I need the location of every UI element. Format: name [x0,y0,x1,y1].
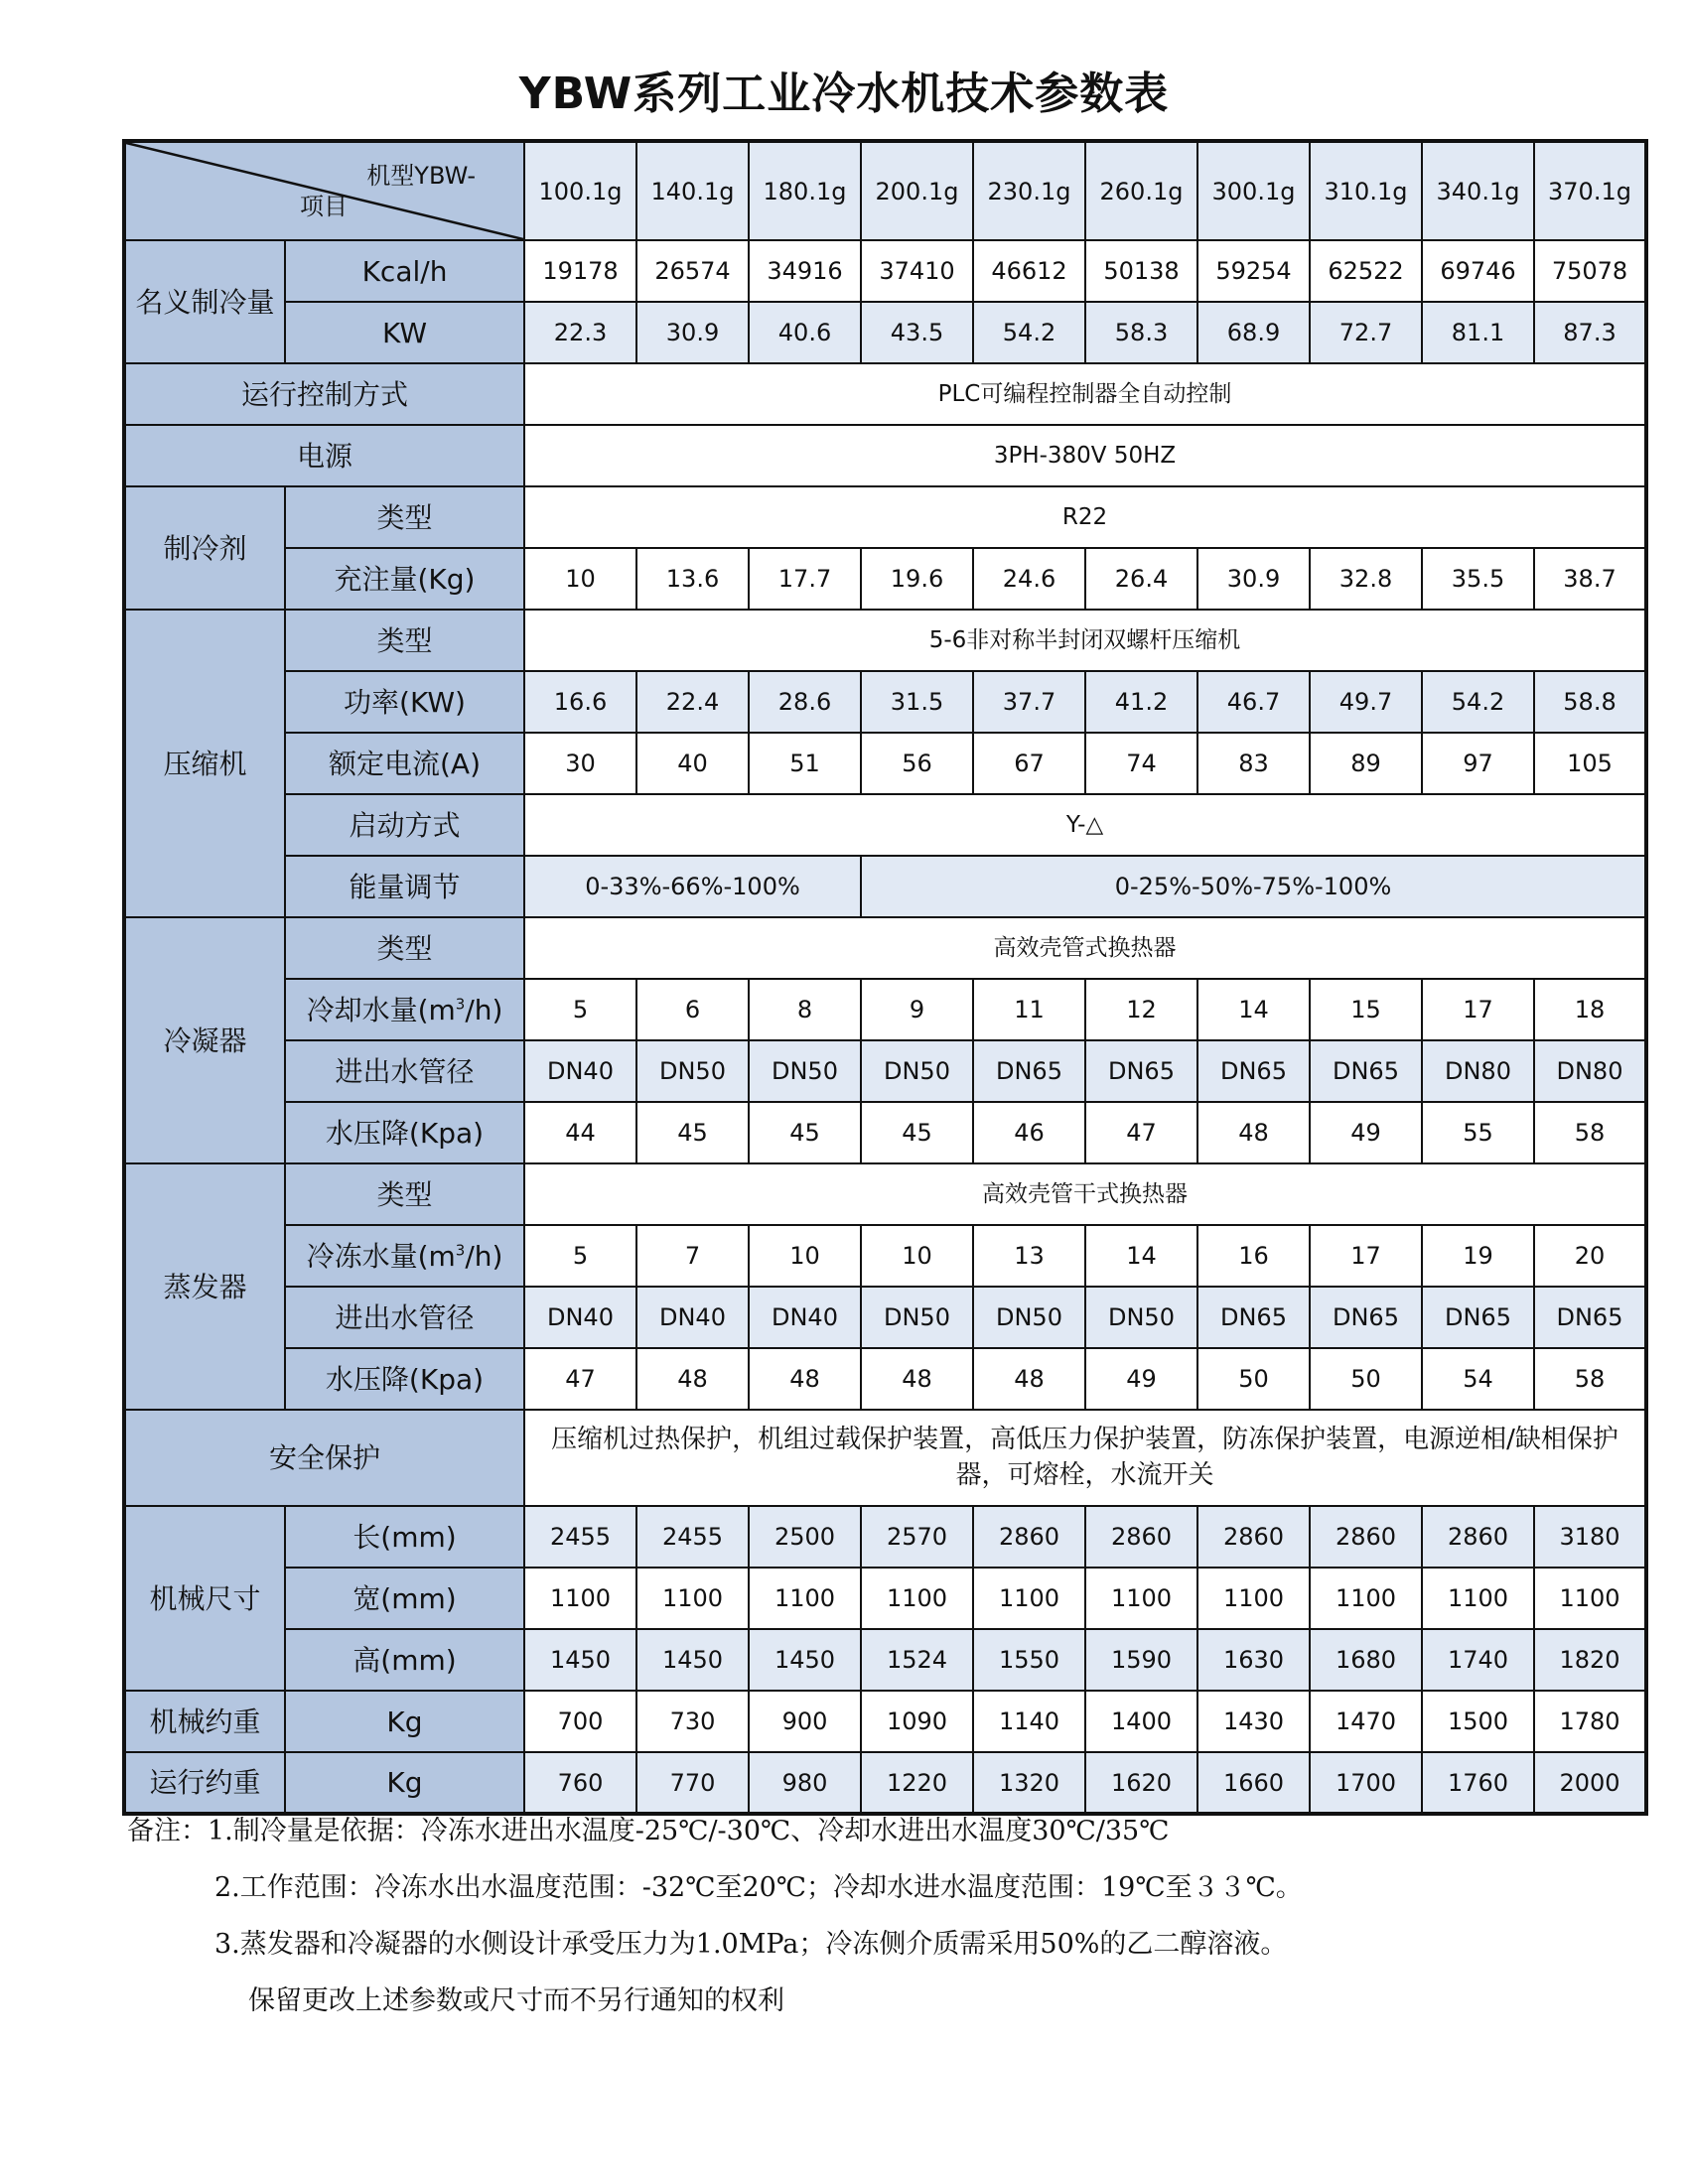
table-cell: 45 [636,1102,749,1163]
evaporator-pipe-label: 进出水管径 [285,1287,524,1348]
compressor-start-value: Y-△ [524,794,1646,856]
width-row [124,1568,1646,1629]
table-cell: 770 [636,1752,749,1814]
evaporator-flow-row [124,1225,1646,1287]
table-cell: 20 [1534,1225,1646,1287]
condenser-pipe-row [124,1040,1646,1102]
table-cell: 10 [524,548,636,610]
table-cell: 2860 [973,1506,1085,1568]
model-cell: 340.1g [1422,141,1534,240]
table-cell: 22.4 [636,671,749,733]
capacity-kw-row [124,302,1646,363]
model-cell: 230.1g [973,141,1085,240]
note-line-4: 保留更改上述参数或尺寸而不另行通知的权利 [248,1985,784,2016]
table-cell: 2860 [1085,1506,1197,1568]
model-cell: 100.1g [524,141,636,240]
table-cell: 2000 [1534,1752,1646,1814]
table-cell: 83 [1197,733,1310,794]
table-cell: DN50 [749,1040,861,1102]
table-cell: 5 [524,979,636,1040]
compressor-energy-label: 能量调节 [285,856,524,917]
length-label: 长(mm) [285,1506,524,1568]
table-cell: 760 [524,1752,636,1814]
safety-label: 安全保护 [124,1410,524,1506]
table-cell: 1450 [749,1629,861,1691]
table-cell: DN50 [861,1287,973,1348]
table-cell: DN65 [1310,1287,1422,1348]
power-label: 电源 [124,425,524,486]
table-cell: 1740 [1422,1629,1534,1691]
operating-weight-unit: Kg [285,1752,524,1814]
table-cell: 67 [973,733,1085,794]
table-cell: 1590 [1085,1629,1197,1691]
table-cell: 75078 [1534,240,1646,302]
evaporator-type-row [124,1163,1646,1225]
table-cell: 14 [1197,979,1310,1040]
table-cell: 2455 [524,1506,636,1568]
table-cell: 12 [1085,979,1197,1040]
table-cell: 37.7 [973,671,1085,733]
kcal-unit-label: Kcal/h [285,240,524,302]
charge-label: 充注量(Kg) [285,548,524,610]
table-cell: DN65 [973,1040,1085,1102]
note-line-2: 2.工作范围：冷冻水出水温度范围：-32℃至20℃；冷却水进水温度范围：19℃至３３℃。 [214,1872,1303,1903]
table-cell: 8 [749,979,861,1040]
table-cell: DN65 [1085,1040,1197,1102]
length-row [124,1506,1646,1568]
table-cell: 19178 [524,240,636,302]
table-cell: 1450 [524,1629,636,1691]
table-cell: 54.2 [1422,671,1534,733]
table-cell: 730 [636,1691,749,1752]
table-cell: 2570 [861,1506,973,1568]
model-cell: 370.1g [1534,141,1646,240]
table-cell: 30 [524,733,636,794]
model-row [124,141,1646,240]
table-cell: 28.6 [749,671,861,733]
table-cell: 15 [1310,979,1422,1040]
table-cell: 31.5 [861,671,973,733]
compressor-current-label: 额定电流(A) [285,733,524,794]
model-cell: 140.1g [636,141,749,240]
refrigerant-charge-row [124,548,1646,610]
table-cell: 58.8 [1534,671,1646,733]
page-title: YBW系列工业冷水机技术参数表 [518,68,1170,119]
note-line-3: 3.蒸发器和冷凝器的水侧设计承受压力为1.0MPa；冷冻侧介质需采用50%的乙二醇溶液。 [214,1929,1288,1960]
table-cell: 55 [1422,1102,1534,1163]
condenser-flow-label: 冷却水量$(m^3/h)$ [285,979,524,1040]
table-cell: 48 [973,1348,1085,1410]
table-cell: 48 [636,1348,749,1410]
height-label: 高(mm) [285,1629,524,1691]
table-cell: 980 [749,1752,861,1814]
table-cell: 1450 [636,1629,749,1691]
energy-value-a: 0-33%-66%-100% [524,856,861,917]
evaporator-flow-label: 冷冻水量$(m^3/h)$ [285,1225,524,1287]
note-line-1: 备注：1.制冷量是依据：冷冻水进出水温度-25℃/-30℃、冷却水进出水温度30℃/35℃ [127,1816,1170,1846]
height-row [124,1629,1646,1691]
energy-value-b: 0-25%-50%-75%-100% [861,856,1646,917]
table-cell: 30.9 [636,302,749,363]
table-cell: 1680 [1310,1629,1422,1691]
table-cell: 10 [861,1225,973,1287]
table-cell: 17 [1310,1225,1422,1287]
table-cell: 1820 [1534,1629,1646,1691]
condenser-flow-row [124,979,1646,1040]
item-header-label: 项目 [300,193,348,220]
table-cell: 14 [1085,1225,1197,1287]
table-cell: 19.6 [861,548,973,610]
table-cell: 10 [749,1225,861,1287]
table-cell: DN40 [636,1287,749,1348]
condenser-label: 冷凝器 [124,917,285,1163]
table-cell: 13 [973,1225,1085,1287]
safety-value [524,1410,1646,1506]
power-value: 3PH-380V 50HZ [524,425,1646,486]
table-cell: 47 [524,1348,636,1410]
table-cell: 48 [861,1348,973,1410]
table-cell: DN40 [524,1040,636,1102]
table-cell: 1100 [524,1568,636,1629]
condenser-type-label: 类型 [285,917,524,979]
refrigerant-type-label: 类型 [285,486,524,548]
table-cell: 6 [636,979,749,1040]
table-cell: 1500 [1422,1691,1534,1752]
table-cell: 1620 [1085,1752,1197,1814]
table-cell: 37410 [861,240,973,302]
operating-weight-label: 运行约重 [124,1752,285,1814]
compressor-type-row [124,610,1646,671]
table-cell: 58.3 [1085,302,1197,363]
machine-weight-label: 机械约重 [124,1691,285,1752]
model-cell: 310.1g [1310,141,1422,240]
table-cell: 105 [1534,733,1646,794]
table-cell: 9 [861,979,973,1040]
capacity-kcal-row [124,240,1646,302]
table-cell: 16 [1197,1225,1310,1287]
table-cell: DN40 [749,1287,861,1348]
table-cell: DN50 [973,1287,1085,1348]
compressor-energy-row [124,856,1646,917]
evaporator-type-label: 类型 [285,1163,524,1225]
refrigerant-type-value: R22 [524,486,1646,548]
table-cell: 1400 [1085,1691,1197,1752]
table-cell: 38.7 [1534,548,1646,610]
width-label: 宽(mm) [285,1568,524,1629]
condenser-type-value: 高效壳管式换热器 [524,917,1646,979]
table-cell: 43.5 [861,302,973,363]
table-cell: 62522 [1310,240,1422,302]
table-cell: DN50 [861,1040,973,1102]
table-cell: 24.6 [973,548,1085,610]
table-cell: 2860 [1310,1506,1422,1568]
table-cell: 2500 [749,1506,861,1568]
table-cell: 59254 [1197,240,1310,302]
table-cell: 16.6 [524,671,636,733]
table-cell: 48 [749,1348,861,1410]
table-cell: 49 [1085,1348,1197,1410]
table-cell: 900 [749,1691,861,1752]
control-label: 运行控制方式 [124,363,524,425]
table-cell: 700 [524,1691,636,1752]
table-cell: 51 [749,733,861,794]
table-cell: 50 [1310,1348,1422,1410]
table-cell: 54.2 [973,302,1085,363]
table-cell: 47 [1085,1102,1197,1163]
table-cell: 1100 [1310,1568,1422,1629]
table-cell: 1660 [1197,1752,1310,1814]
table-cell: 74 [1085,733,1197,794]
table-cell: 49 [1310,1102,1422,1163]
table-cell: 1100 [1197,1568,1310,1629]
safety-row [124,1410,1646,1506]
table-cell: 48 [1197,1102,1310,1163]
table-cell: 40.6 [749,302,861,363]
evaporator-label: 蒸发器 [124,1163,285,1410]
compressor-type-value: 5-6非对称半封闭双螺杆压缩机 [524,610,1646,671]
machine-weight-row [124,1691,1646,1752]
table-cell: 58 [1534,1348,1646,1410]
table-cell: 46.7 [1197,671,1310,733]
table-cell: DN80 [1422,1040,1534,1102]
refrigerant-label: 制冷剂 [124,486,285,610]
table-cell: 32.8 [1310,548,1422,610]
header-corner-cell [124,141,524,240]
compressor-type-label: 类型 [285,610,524,671]
table-cell: 68.9 [1197,302,1310,363]
spec-table [122,139,1648,1816]
model-cell: 260.1g [1085,141,1197,240]
condenser-type-row [124,917,1646,979]
model-cell: 200.1g [861,141,973,240]
table-cell: 5 [524,1225,636,1287]
table-cell: 46612 [973,240,1085,302]
table-cell: 34916 [749,240,861,302]
table-cell: 1220 [861,1752,973,1814]
table-cell: 1100 [1422,1568,1534,1629]
table-cell: 30.9 [1197,548,1310,610]
condenser-pipe-label: 进出水管径 [285,1040,524,1102]
table-cell: 1524 [861,1629,973,1691]
table-cell: 1630 [1197,1629,1310,1691]
kw-unit-label: KW [285,302,524,363]
condenser-drop-row [124,1102,1646,1163]
table-cell: 1470 [1310,1691,1422,1752]
table-cell: 1100 [1534,1568,1646,1629]
dimensions-label: 机械尺寸 [124,1506,285,1691]
compressor-start-row [124,794,1646,856]
table-cell: DN50 [636,1040,749,1102]
table-cell: DN65 [1422,1287,1534,1348]
refrigerant-type-row [124,486,1646,548]
table-cell: 1320 [973,1752,1085,1814]
table-cell: 97 [1422,733,1534,794]
table-cell: 50 [1197,1348,1310,1410]
table-cell: 17.7 [749,548,861,610]
table-cell: 11 [973,979,1085,1040]
table-cell: 17 [1422,979,1534,1040]
table-cell: 7 [636,1225,749,1287]
table-cell: 1100 [861,1568,973,1629]
table-cell: 2860 [1422,1506,1534,1568]
table-cell: 87.3 [1534,302,1646,363]
table-cell: 56 [861,733,973,794]
table-cell: 69746 [1422,240,1534,302]
table-cell: 26.4 [1085,548,1197,610]
compressor-start-label: 启动方式 [285,794,524,856]
table-cell: 19 [1422,1225,1534,1287]
table-cell: DN65 [1310,1040,1422,1102]
evaporator-pipe-row [124,1287,1646,1348]
table-cell: 1100 [749,1568,861,1629]
compressor-power-row [124,671,1646,733]
table-cell: 44 [524,1102,636,1163]
table-cell: 35.5 [1422,548,1534,610]
compressor-current-row [124,733,1646,794]
control-value: PLC可编程控制器全自动控制 [524,363,1646,425]
table-cell: 3180 [1534,1506,1646,1568]
condenser-drop-label: 水压降(Kpa) [285,1102,524,1163]
table-cell: 46 [973,1102,1085,1163]
table-cell: 26574 [636,240,749,302]
power-row [124,425,1646,486]
table-cell: 13.6 [636,548,749,610]
table-cell: DN65 [1197,1287,1310,1348]
table-cell: 1700 [1310,1752,1422,1814]
table-cell: 89 [1310,733,1422,794]
table-cell: DN50 [1085,1287,1197,1348]
table-cell: DN40 [524,1287,636,1348]
notes [127,1803,1636,2029]
model-cell: 180.1g [749,141,861,240]
table-cell: 2860 [1197,1506,1310,1568]
table-cell: 1780 [1534,1691,1646,1752]
table-cell: 41.2 [1085,671,1197,733]
control-row [124,363,1646,425]
table-cell: 1430 [1197,1691,1310,1752]
compressor-label: 压缩机 [124,610,285,917]
table-cell: 49.7 [1310,671,1422,733]
machine-weight-unit: Kg [285,1691,524,1752]
table-cell: 22.3 [524,302,636,363]
table-cell: DN65 [1197,1040,1310,1102]
table-cell: 2455 [636,1506,749,1568]
table-cell: 81.1 [1422,302,1534,363]
compressor-power-label: 功率(KW) [285,671,524,733]
table-cell: 72.7 [1310,302,1422,363]
table-cell: 50138 [1085,240,1197,302]
table-cell: DN80 [1534,1040,1646,1102]
evaporator-drop-label: 水压降(Kpa) [285,1348,524,1410]
table-cell: 1140 [973,1691,1085,1752]
model-cell: 300.1g [1197,141,1310,240]
table-cell: DN65 [1534,1287,1646,1348]
model-header-label: 机型YBW- [366,162,476,190]
table-cell: 1760 [1422,1752,1534,1814]
table-cell: 1100 [973,1568,1085,1629]
safety-line-2: 器，可熔栓，水流开关 [955,1459,1214,1490]
table-cell: 40 [636,733,749,794]
capacity-label: 名义制冷量 [124,240,285,363]
evaporator-type-value: 高效壳管干式换热器 [524,1163,1646,1225]
evaporator-drop-row [124,1348,1646,1410]
table-cell: 1550 [973,1629,1085,1691]
table-cell: 1100 [636,1568,749,1629]
table-cell: 1090 [861,1691,973,1752]
table-cell: 54 [1422,1348,1534,1410]
table-cell: 45 [861,1102,973,1163]
table-cell: 18 [1534,979,1646,1040]
table-cell: 45 [749,1102,861,1163]
safety-line-1: 压缩机过热保护，机组过载保护装置，高低压力保护装置，防冻保护装置，电源逆相/缺相保护 [551,1425,1618,1455]
table-cell: 58 [1534,1102,1646,1163]
table-cell: 1100 [1085,1568,1197,1629]
